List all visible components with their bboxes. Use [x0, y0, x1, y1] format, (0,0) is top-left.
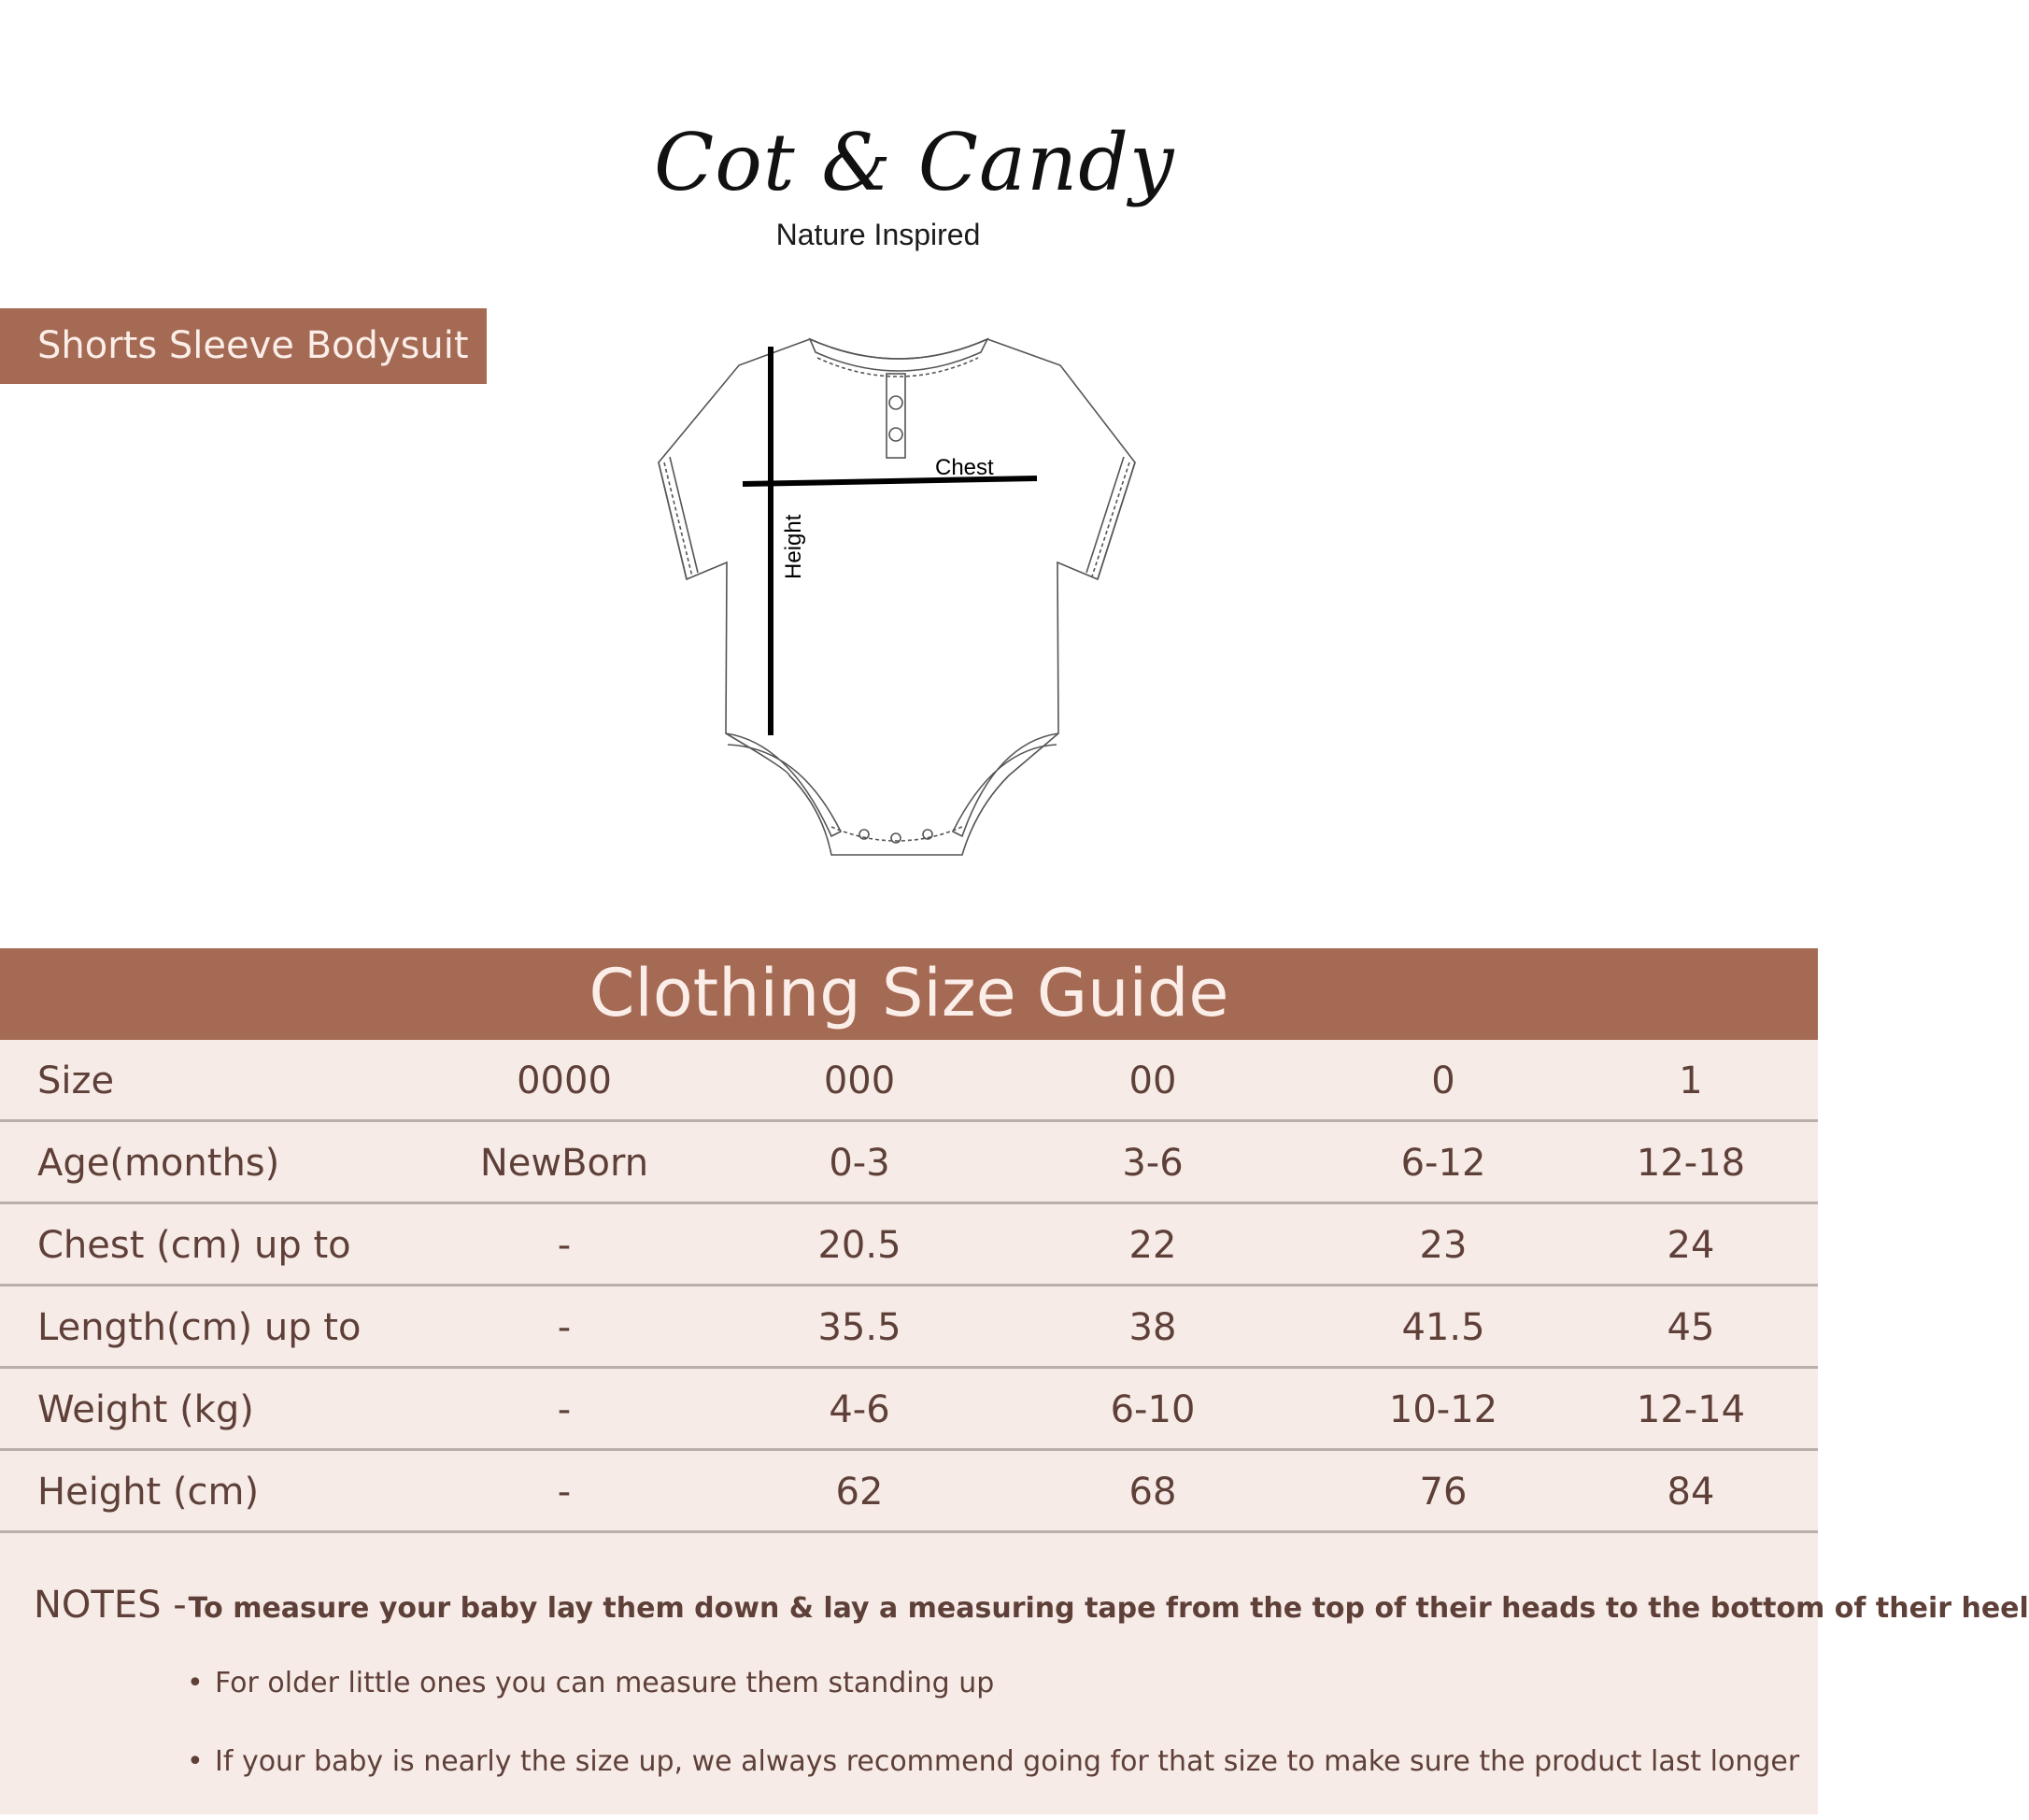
table-cell: 0-3: [829, 1142, 890, 1185]
table-cell: 20.5: [817, 1224, 901, 1267]
bullet-text: If your baby is nearly the size up, we always recommend going for that size to make sure the product last longer: [215, 1745, 1800, 1778]
table-cell: 35.5: [817, 1306, 901, 1349]
notes-bullet-list: [187, 1663, 1799, 1820]
table-cell: 12-18: [1636, 1142, 1746, 1185]
row-label: Weight (kg): [37, 1388, 254, 1431]
list-item: [187, 1742, 1799, 1820]
bodysuit-outline: [659, 339, 1135, 855]
table-cell: NewBorn: [479, 1142, 649, 1185]
sleeve-stitch-left: [664, 462, 692, 576]
table-cell: 0: [1431, 1059, 1455, 1102]
table-cell: 23: [1419, 1224, 1468, 1267]
table-cell: 84: [1667, 1471, 1715, 1514]
product-label: Shorts Sleeve Bodysuit: [0, 308, 487, 384]
sleeve-stitch-right: [1092, 462, 1129, 576]
placket: [887, 374, 905, 458]
notes-heading: NOTES -: [34, 1584, 187, 1627]
table-cell: 1: [1679, 1059, 1703, 1102]
table-cell: 000: [823, 1059, 896, 1102]
size-guide-title: Clothing Size Guide: [0, 948, 1818, 1040]
table-cell: 10-12: [1388, 1388, 1498, 1431]
row-label: Length(cm) up to: [37, 1306, 362, 1349]
snap-button: [889, 428, 902, 441]
table-cell: 22: [1128, 1224, 1177, 1267]
table-cell: 45: [1667, 1306, 1715, 1349]
table-cell: 6-12: [1400, 1142, 1486, 1185]
bullet-text: For older little ones you can measure them standing up: [215, 1667, 995, 1699]
row-label: Age(months): [37, 1142, 280, 1185]
bullet-icon: •: [187, 1667, 204, 1699]
table-cell: -: [557, 1471, 572, 1514]
table-cell: -: [557, 1306, 572, 1349]
notes-text: To measure your baby lay them down & lay a measuring tape from the top of their heads to the bottom of their heel: [188, 1592, 2029, 1625]
table-cell: 24: [1667, 1224, 1715, 1267]
table-cell: 4-6: [829, 1388, 890, 1431]
chest-label: Chest: [935, 455, 994, 480]
bullet-icon: •: [187, 1745, 204, 1778]
snap-button: [889, 396, 902, 409]
table-cell: 41.5: [1401, 1306, 1485, 1349]
leg-band-left: [726, 733, 841, 836]
table-cell: 0000: [517, 1059, 612, 1102]
leg-band-right: [953, 733, 1058, 836]
sleeve-cuff-left: [659, 457, 698, 579]
table-cell: 3-6: [1122, 1142, 1184, 1185]
table-cell: -: [557, 1388, 572, 1431]
height-label: Height: [781, 514, 806, 579]
table-cell: 6-10: [1110, 1388, 1196, 1431]
brand-logo: [654, 117, 1175, 257]
table-cell: 00: [1128, 1059, 1177, 1102]
table-cell: 68: [1128, 1471, 1177, 1514]
sleeve-cuff-right: [1086, 457, 1135, 579]
notes: [34, 1584, 2029, 1627]
table-row-chest: [0, 1204, 1818, 1287]
table-cell: 38: [1128, 1306, 1177, 1349]
table-row-length: [0, 1287, 1818, 1369]
brand-tagline: Nature Inspired: [775, 218, 981, 251]
table-row-size: [0, 1040, 1818, 1122]
table-cell: 12-14: [1636, 1388, 1746, 1431]
table-cell: -: [557, 1224, 572, 1267]
table-row-weight: [0, 1369, 1818, 1451]
list-item: [187, 1663, 1799, 1742]
table-cell: 76: [1419, 1471, 1468, 1514]
table-row-height: [0, 1451, 1818, 1533]
table-row-age: [0, 1122, 1818, 1204]
row-label: Size: [37, 1059, 115, 1102]
row-label: Height (cm): [37, 1471, 260, 1514]
brand-name: Cot & Candy: [654, 117, 1175, 208]
bodysuit-diagram: [649, 332, 1140, 869]
table-cell: 62: [835, 1471, 884, 1514]
row-label: Chest (cm) up to: [37, 1224, 351, 1267]
